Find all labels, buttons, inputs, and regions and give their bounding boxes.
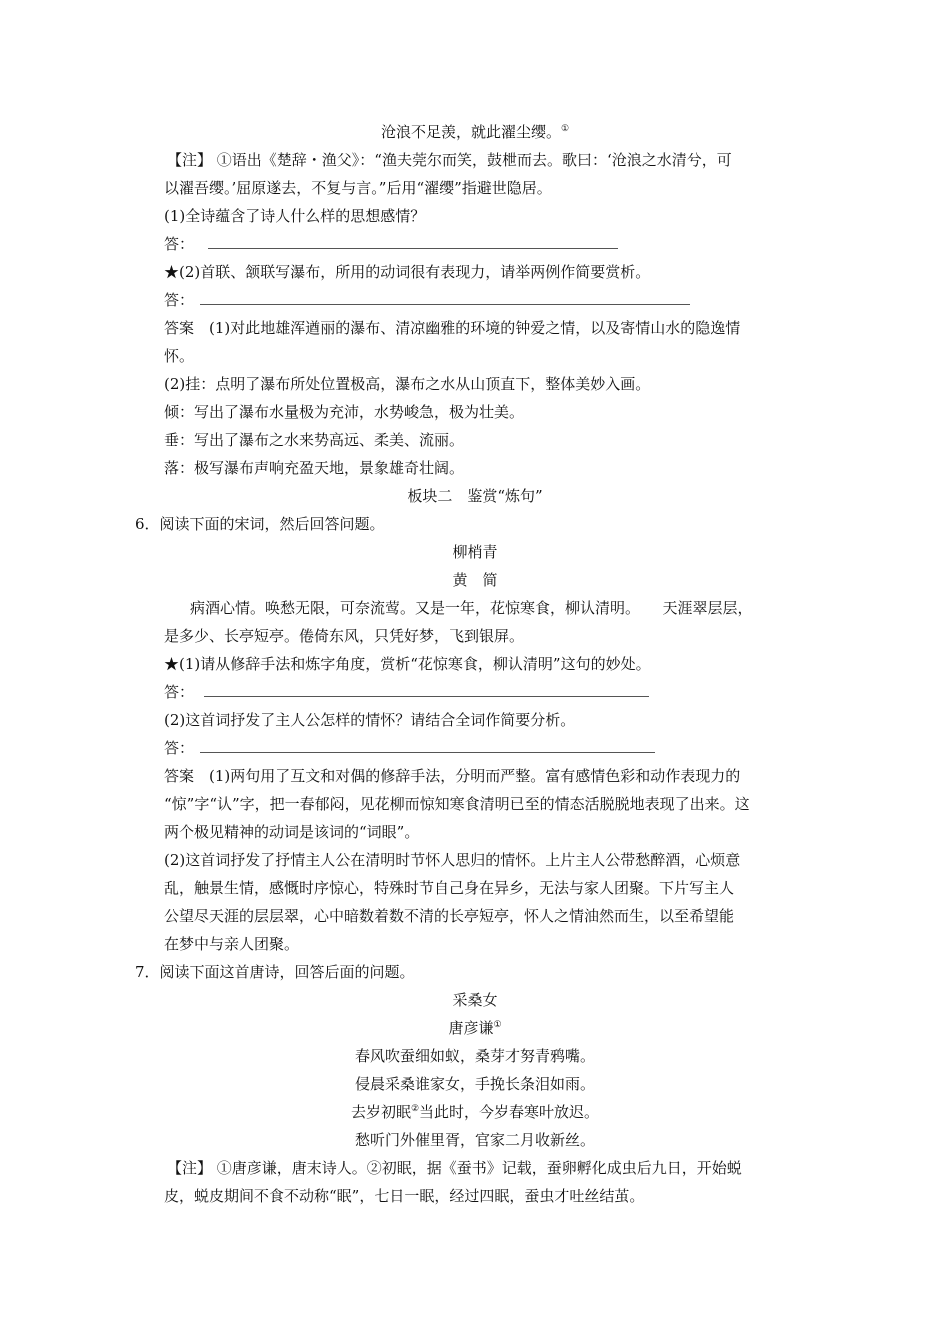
answer-text: 怀。 bbox=[164, 347, 195, 365]
poem-text: 是多少、长亭短亭。倦倚东风，只凭好梦，飞到银屏。 bbox=[164, 627, 525, 645]
poem-author: 唐彦谦① bbox=[448, 1019, 502, 1037]
answer-text: 在梦中与亲人团聚。 bbox=[164, 935, 300, 953]
answer-line: 答： bbox=[164, 678, 649, 706]
answer-line: 答： bbox=[164, 734, 655, 762]
answer-text: “惊”字“认”字，把一春郁闷，见花柳而惊知寒食清明已至的情态活脱脱地表现了出来。这 bbox=[164, 795, 750, 813]
footnote-mark: ② bbox=[410, 1104, 420, 1114]
question-6-2: (2)这首词抒发了主人公怎样的情怀？请结合全词作简要分析。 bbox=[164, 711, 576, 729]
answer-text: (2)挂：点明了瀑布所处位置极高，瀑布之水从山顶直下，整体美妙入画。 bbox=[164, 375, 651, 393]
poem-line: 春风吹蚕细如蚁，桑芽才努青鸦嘴。 bbox=[354, 1047, 595, 1065]
poem-title: 柳梢青 bbox=[452, 543, 498, 561]
note-line: 以濯吾缨。’屈原遂去，不复与言。”后用“濯缨”指避世隐居。 bbox=[164, 179, 552, 197]
note-line: 【注】 ①语出《楚辞・渔父》：“渔夫莞尔而笑，鼓枻而去。歌曰：‘沧浪之水清兮，可 bbox=[167, 151, 732, 169]
answer-blank[interactable] bbox=[200, 736, 655, 753]
answer-blank[interactable] bbox=[204, 680, 649, 697]
answer-text: 倾：写出了瀑布水量极为充沛，水势峻急，极为壮美。 bbox=[164, 403, 525, 421]
poem-last-line: 沧浪不足羡，就此濯尘缨。① bbox=[380, 123, 570, 141]
footnote-mark: ① bbox=[560, 124, 570, 134]
question-7-intro: 7．阅读下面这首唐诗，回答后面的问题。 bbox=[135, 963, 415, 981]
question-6-1: ★(1)请从修辞手法和炼字角度，赏析“花惊寒食，柳认清明”这句的妙处。 bbox=[164, 655, 651, 673]
answer-text: 垂：写出了瀑布之水来势高远、柔美、流丽。 bbox=[164, 431, 465, 449]
poem-line: 愁听门外催里胥，官家二月收新丝。 bbox=[354, 1131, 595, 1149]
note-label: 【注】 bbox=[167, 1159, 213, 1177]
answer-text: 落：极写瀑布声响充盈天地，景象雄奇壮阔。 bbox=[164, 459, 465, 477]
answer-blank[interactable] bbox=[208, 232, 618, 249]
footnote-mark: ① bbox=[493, 1020, 502, 1030]
answer-text: 乱，触景生情，感慨时序惊心，特殊时节自己身在异乡，无法与家人团聚。下片写主人 bbox=[164, 879, 735, 897]
answer-text: 两个极见精神的动词是该词的“词眼”。 bbox=[164, 823, 420, 841]
answer-text: 答案 (1)两句用了互文和对偶的修辞手法，分明而严整。富有感情色彩和动作表现力的 bbox=[164, 767, 741, 785]
answer-text: 答案 (1)对此地雄浑遒丽的瀑布、清凉幽雅的环境的钟爱之情，以及寄情山水的隐逸情 bbox=[164, 319, 741, 337]
note-line: 【注】 ①唐彦谦，唐末诗人。②初眠，据《蚕书》记载，蚕卵孵化成虫后九日，开始蜕 bbox=[167, 1159, 742, 1177]
section-title: 板块二 鉴赏“炼句” bbox=[407, 487, 543, 505]
poem-author: 黄 简 bbox=[452, 571, 498, 589]
answer-text: 公望尽天涯的层层翠，心中暗数着数不清的长亭短亭，怀人之情油然而生，以至希望能 bbox=[164, 907, 735, 925]
note-label: 【注】 bbox=[167, 151, 213, 169]
poem-text: 病酒心情。唤愁无限，可奈流莺。又是一年，花惊寒食，柳认清明。 天涯翠层层， bbox=[190, 599, 753, 617]
answer-blank[interactable] bbox=[200, 288, 690, 305]
answer-text: (2)这首词抒发了抒情主人公在清明时节怀人思归的情怀。上片主人公带愁醉酒，心烦意 bbox=[164, 851, 741, 869]
poem-line: 去岁初眠②当此时，今岁春寒叶放迟。 bbox=[350, 1103, 600, 1121]
question-2: ★(2)首联、颔联写瀑布，所用的动词很有表现力，请举两例作简要赏析。 bbox=[164, 263, 651, 281]
question-6-intro: 6．阅读下面的宋词，然后回答问题。 bbox=[135, 515, 385, 533]
poem-line: 侵晨采桑谁家女，手挽长条泪如雨。 bbox=[354, 1075, 595, 1093]
note-line: 皮，蜕皮期间不食不动称“眠”，七日一眠，经过四眠，蚕虫才吐丝结茧。 bbox=[164, 1187, 645, 1205]
poem-title: 采桑女 bbox=[452, 991, 498, 1009]
answer-line: 答： bbox=[164, 286, 690, 314]
answer-line: 答： bbox=[164, 230, 618, 258]
question-1: (1)全诗蕴含了诗人什么样的思想感情？ bbox=[164, 207, 426, 225]
